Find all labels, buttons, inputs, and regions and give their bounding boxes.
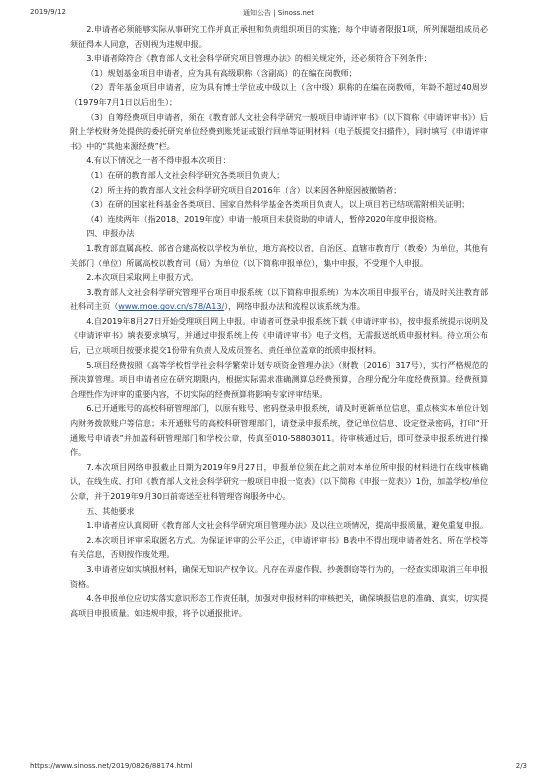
paragraph: 2.本次项目采取网上申报方式。 [86,272,199,283]
page-number: 2/3 [515,762,527,770]
paragraph: 4.各申报单位应切实落实意识形态工作责任制，加强对申报材料的审核把关，确保填报信息的准确、真实，切实提高项目申报质量。如违规申报，将予以通报批评。 [70,593,488,618]
paragraph [70,285,488,314]
moe-link[interactable]: www.moe.gov.cn/s78/A13/ [118,301,225,312]
paragraph: （2）青年基金项目申请者，应为具有博士学位或中级以上（含中级）职称的在编在岗教师，年龄不超过40周岁（1979年7月1日以后出生）； [70,82,488,107]
paragraph: 2.本次项目评审采取匿名方式。为保证评审的公平公正，《申请评审书》B表中不得出现申请者姓名、所在学校等有关信息，否则按作废处理。 [70,534,488,560]
paragraph: （2）所主持的教育部人文社会科学研究项目自2016年（含）以来因各种原因被撤销者； [86,184,402,195]
paragraph: （1）规划基金项目申请者，应为具有高级职称（含副高）的在编在岗教师； [86,67,357,78]
paragraph: 4.有以下情况之一者不得申报本次项目： [86,155,231,166]
page-title: 通知公告 | Sinoss.net [243,9,314,17]
paragraph: 5.项目经费按照《高等学校哲学社会科学繁荣计划专项资金管理办法》（财教〔2016〕317号），实行严格规范的预决算管理。项目申请者应在研究期限内，根据实际需求准确测算总经费预算，合理分配分年度经费预算。经费预算合理性作为评审的重要内容，不切实际的经费预算将影响专家评审结果。 [70,359,488,399]
paragraph: 3.申请者除符合《教育部人文社会科学研究项目管理办法》的相关规定外，还必须符合下列条件： [86,53,432,64]
paragraph: 4.自2019年8月27日开始受理项目网上申报。申请者可登录申报系统下载《申请评审书》，按申报系统提示说明及《申请评审书》填表要求填写，并通过申报系统上传《申请评审书》电子文档，无需报送纸质申报材料。待立项公布后，已立项项目按要求提交1份带有负责人及成员签名、责任单位盖章的纸质申报材料。 [70,315,488,356]
page-url: https://www.sinoss.net/2019/0826/88174.html [30,762,193,770]
print-header [0,8,557,20]
print-date: 2019/9/12 [30,8,66,16]
paragraph: 3.申请者应如实填报材料，确保无知识产权争议。凡存在弄虚作假、抄袭剽窃等行为的，一经查实即取消三年申报资格。 [70,563,488,589]
paragraph-text: 3.教育部人文社会科学研究管理平台项目申报系统（以下简称申报系统）为本次项目申报平台，请及时关注教育部社科司主页（ [70,286,488,312]
paragraph: 6.已开通账号的高校科研管理部门，以原有账号、密码登录申报系统，请及时更新单位信息，重点核实本单位计划内财务拨款账户等信息；未开通账号的高校科研管理部门，请登录申报系统，登记单位信息、设定登录密码，打印“开通账号申请表”并加盖科研管理部门和学校公章，传真至010-58803011。待审核通过后，即可登录申报系统进行操作。 [70,403,488,458]
paragraph: 1.教育部直属高校、部省合建高校以学校为单位，地方高校以省、自治区、直辖市教育厅（教委）为单位，其他有关部门（单位）所属高校以教育司（局）为单位（以下简称申报单位），集中申报，不受理个人申报。 [70,242,488,268]
paragraph: （1）在研的教育部人文社会科学研究各类项目负责人； [86,169,285,180]
print-footer [0,762,557,774]
paragraph: （4）连续两年（指2018、2019年度）申请一般项目未获资助的申请人，暂停2020年度申报资格。 [86,213,443,224]
paragraph: （3）自筹经费项目申请者，须在《教育部人文社会科学研究一般项目申请评审书》（以下简称《申请评审书》）后附上学校财务处提供的委托研究单位经费到账凭证或银行回单等证明材料（电子版提交扫描件），同时填写《申请评审书》中的“其他来源经费”栏。 [70,111,488,151]
article-body [70,22,488,620]
paragraph: 1.申请者应认真阅研《教育部人文社会科学研究项目管理办法》及以往立项情况，提高申报质量，避免重复申报。 [86,520,488,531]
section-heading: 四、申报办法 [86,228,135,239]
section-heading: 五、其他要求 [86,505,135,516]
paragraph: 2.申请者必须能够实际从事研究工作并真正承担和负责组织项目的实施；每个申请者限报1项，所列课题组成员必须征得本人同意，否则视为违规申报。 [70,24,488,49]
paragraph: 7.本次项目网络申报截止日期为2019年9月27日，申报单位须在此之前对本单位所申报的材料进行在线审核确认，在线生成、打印《教育部人文社会科学研究一般项目申报一览表》（以下简称《申报一览表》）1份，加盖学校/单位公章，并于2019年9月30日前寄送至社科管理咨询服务中心。 [70,461,488,501]
paragraph-text: ），网络申报办法和流程以该系统为准。 [224,301,365,312]
paragraph: （3）在研的国家社科基金各类项目、国家自然科学基金各类项目负责人，以上项目若已结项需附相关证明； [86,199,470,210]
